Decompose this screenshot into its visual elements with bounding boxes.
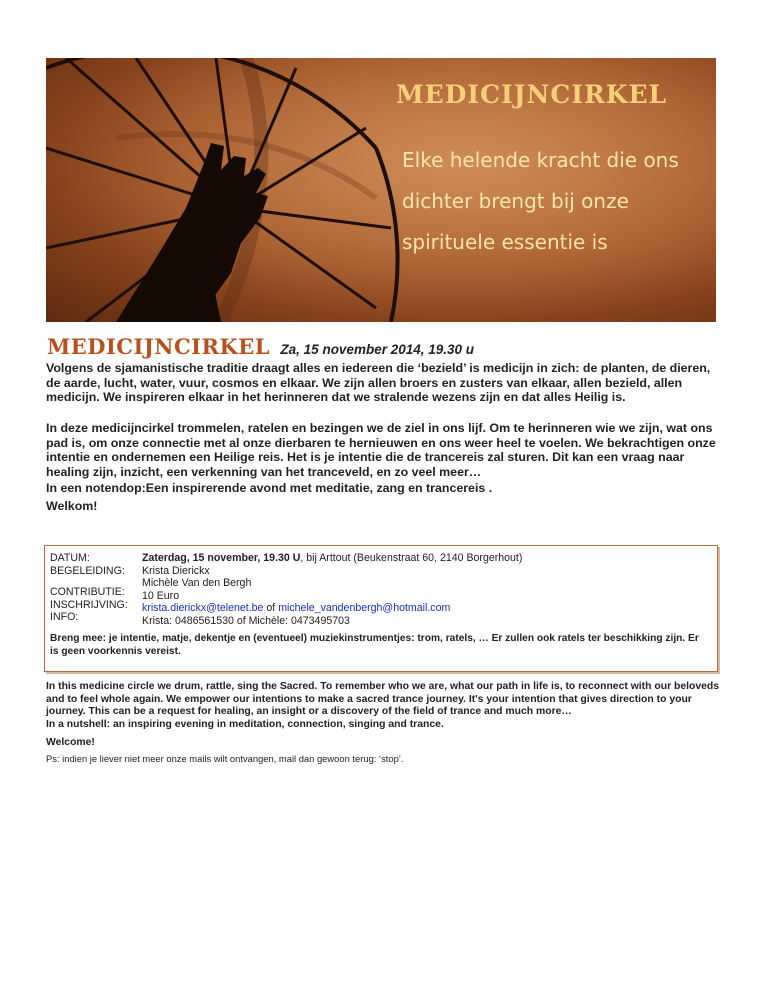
banner-tagline: Elke helende kracht die ons dichter brengt bij onze spirituele essentie is	[402, 148, 679, 254]
english-paragraph: In this medicine circle we drum, rattle, sing the Sacred. To remember who we are, what our path in life is, to reconnect with our beloveds and to feel whole again. We empower our intentions to make a sacred trance journey. It's your intention that gives direction to your journey. This can be a request for healing, an insight or a discovery of the field of trance and much more…	[46, 681, 720, 718]
header-banner	[46, 58, 716, 322]
fee-value: 10 Euro	[142, 589, 180, 602]
guide-name-1: Krista Dierickx	[142, 564, 210, 577]
email-link-michele[interactable]: michele_vandenbergh@hotmail.com	[278, 602, 451, 615]
phone-info: Krista: 0486561530 of Michèle: 0473495703	[142, 614, 350, 627]
label-info: INFO:	[50, 611, 79, 624]
welcome-text: Welkom!	[46, 499, 98, 513]
english-summary: In a nutshell: an inspiring evening in meditation, connection, singing and trance.	[46, 719, 444, 730]
event-info-box	[44, 545, 718, 672]
banner-title: MEDICIJNCIRKEL	[396, 80, 668, 109]
unsubscribe-note: Ps: indien je liever niet meer onze mails wilt ontvangen, mail dan gewoon terug: ‘stop’.	[46, 753, 404, 764]
label-begeleiding: BEGELEIDING:	[50, 564, 125, 577]
description-paragraph: In deze medicijncirkel trommelen, ratelen en bezingen we de ziel in ons lijf. Om te herinneren wie we zijn, wat ons pad is, om onze connectie met al onze dierbaren te hernieuwen en ons weer heel te voelen. We bekrachtigen onze intentie en ondernemen een Heilige reis. Het is je intentie die de trancereis zal sturen. Dit kan een vraag naar healing zijn, inzicht, een verkenning van het tranceveld, en zo veel meer…	[46, 421, 716, 479]
summary-paragraph: In een notendop:Een inspirerende avond met meditatie, zang en trancereis .	[46, 481, 493, 495]
label-datum: DATUM:	[50, 552, 90, 564]
event-date-bold: Zaterdag, 15 november, 19.30 U	[142, 552, 301, 564]
event-date-location	[142, 552, 522, 565]
event-location: , bij Arttout (Beukenstraat 60, 2140 Borgerhout)	[300, 552, 523, 564]
page-title: MEDICIJNCIRKEL	[47, 334, 270, 359]
intro-paragraph: Volgens de sjamanistische traditie draagt alles en iedereen die ‘bezield’ is medicijn in zich: de planten, de dieren, de aarde, lucht, water, vuur, cosmos en elkaar. We zijn allen broers en zusters van elkaar, allen bezield, allen medicijn. We inspireren elkaar in het herinneren dat we stralende wezens zijn en dat alles Heilig is.	[46, 361, 711, 404]
english-welcome: Welcome!	[46, 737, 95, 748]
page-title-line	[47, 334, 474, 359]
info-labels	[50, 552, 128, 624]
event-date: Za, 15 november 2014, 19.30 u	[280, 342, 475, 357]
bring-along-text: Breng mee: je intentie, matje, dekentje en (eventueel) muziekinstrumentjes: trom, ratels, … Er zullen ook ratels ter beschikking zijn. Er is geen voorkennis vereist.	[50, 633, 699, 657]
label-contributie: CONTRIBUTIE:	[50, 586, 125, 599]
email-link-krista[interactable]: krista.dierickx@telenet.be	[142, 602, 264, 615]
info-values	[142, 552, 522, 628]
guide-name-2: Michèle Van den Bergh	[142, 577, 252, 590]
email-separator: of	[263, 602, 279, 615]
registration-emails	[142, 602, 522, 615]
label-inschrijving: INSCHRIJVING:	[50, 598, 128, 611]
